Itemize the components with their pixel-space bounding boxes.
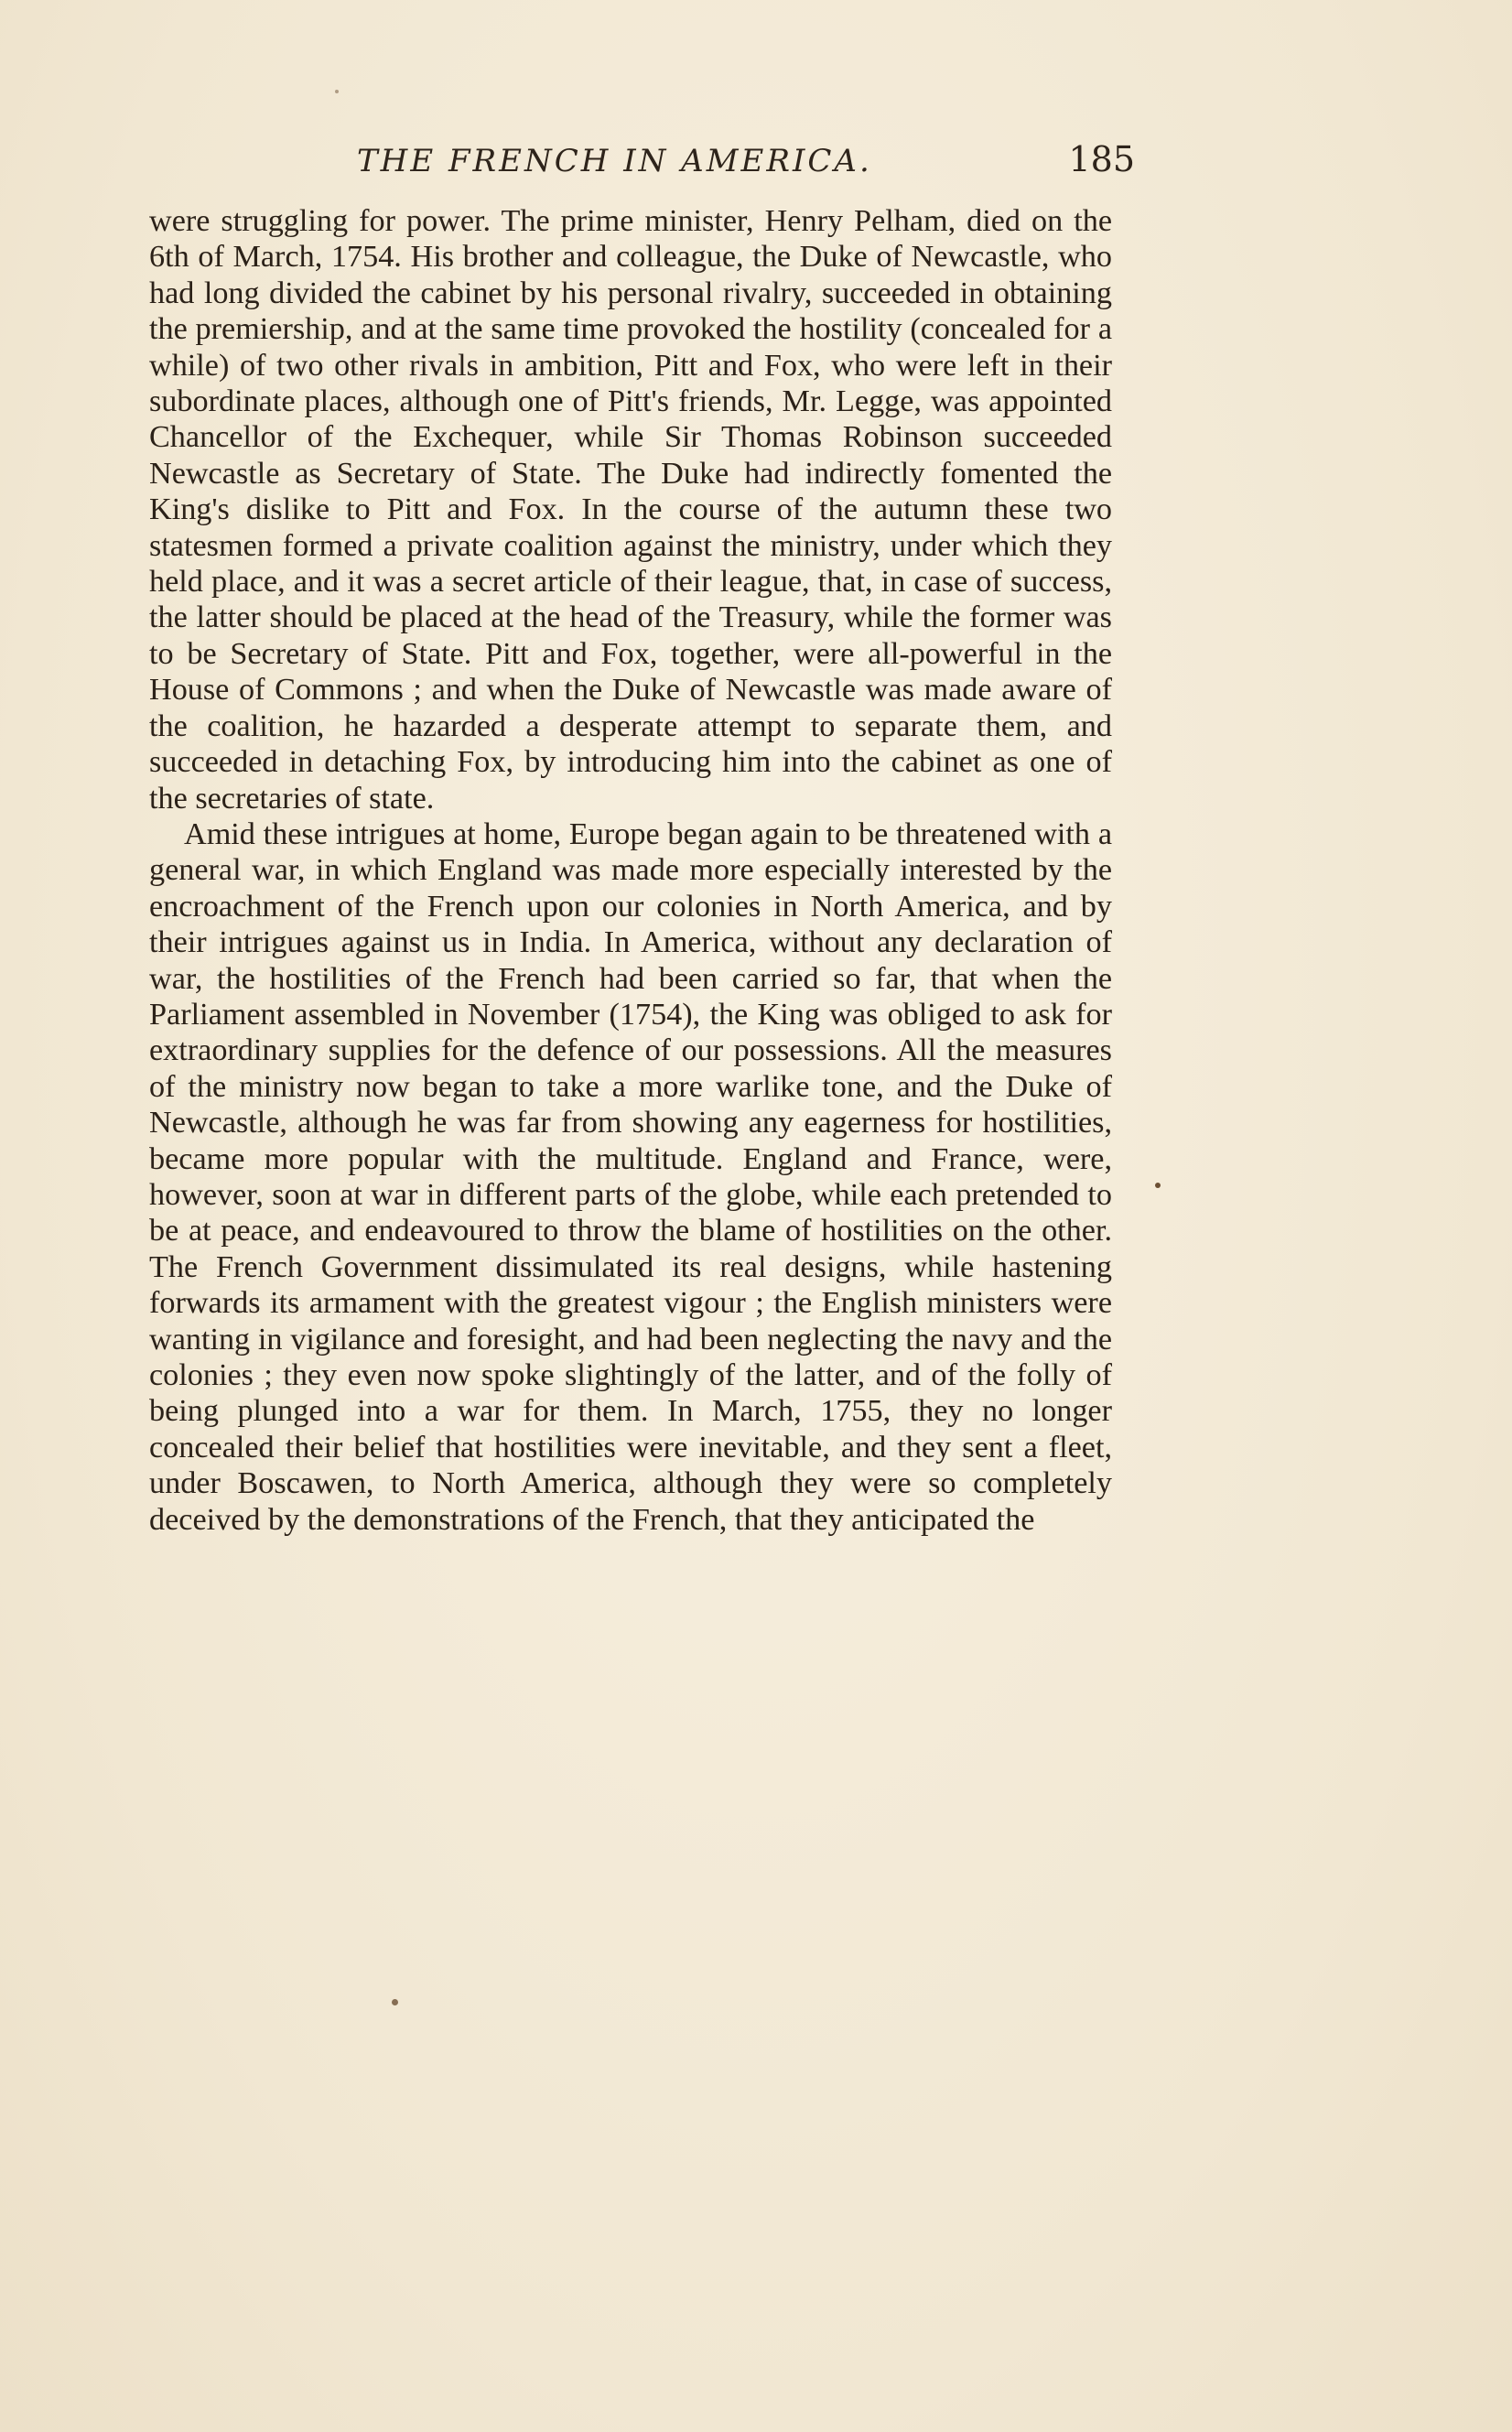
running-title: THE FRENCH IN AMERICA. (357, 143, 872, 179)
page-number: 185 (1068, 139, 1135, 179)
ink-speck (335, 90, 339, 93)
paragraph-continued: were struggling for power. The prime minister, Henry Pelham, died on the 6th of March, 1754. His brother and colleague, the Duke of Newcastle, who had long divided the cabinet by his personal rivalry, succeeded in obtaining the premiership, and at the same time provoked the hostility (concealed for a while) of two other rivals in ambition, Pitt and Fox, who were left in their subordinate places, although one of Pitt's friends, Mr. Legge, was appointed Chancellor of the Exchequer, while Sir Thomas Robinson succeeded Newcastle as Secretary of State. The Duke had indirectly fomented the King's dislike to Pitt and Fox. In the course of the autumn these two statesmen formed a private coalition against the ministry, under which they held place, and it was a secret article of their league, that, in case of success, the latter should be placed at the head of the Treasury, while the former was to be Secretary of State. Pitt and Fox, together, were all-powerful in the House of Commons ; and when the Duke of Newcastle was made aware of the coalition, he hazarded a desperate attempt to separate them, and succeeded in detaching Fox, by introducing him into the cabinet as one of the secretaries of state. (149, 204, 1112, 816)
running-head (146, 135, 1135, 190)
ink-speck (392, 1999, 398, 2005)
paragraph-amid-these-intrigues: Amid these intrigues at home, Europe began again to be threatened with a general war, in which England was made more especially interested by the encroachment of the French upon our colonies in North America, and by their intrigues against us in India. In America, without any declaration of war, the hostilities of the French had been carried so far, that when the Parliament assembled in November (1754), the King was obliged to ask for extraordinary supplies for the defence of our possessions. All the measures of the ministry now began to take a more warlike tone, and the Duke of Newcastle, although he was far from showing any eagerness for hostilities, became more popular with the multitude. England and France, were, however, soon at war in different parts of the globe, while each pretended to be at peace, and endeavoured to throw the blame of hostilities on the other. The French Government dissimulated its real designs, while hastening forwards its armament with the greatest vigour ; the English ministers were wanting in vigilance and foresight, and had been neglecting the navy and the colonies ; they even now spoke slightingly of the latter, and of the folly of being plunged into a war for them. In March, 1755, they no longer concealed their belief that hostilities were inevitable, and they sent a fleet, under Boscawen, to North America, although they were so completely deceived by the demonstrations of the French, that they anticipated the (149, 816, 1112, 1537)
body-text (149, 203, 1112, 1538)
ink-speck (1155, 1183, 1161, 1188)
